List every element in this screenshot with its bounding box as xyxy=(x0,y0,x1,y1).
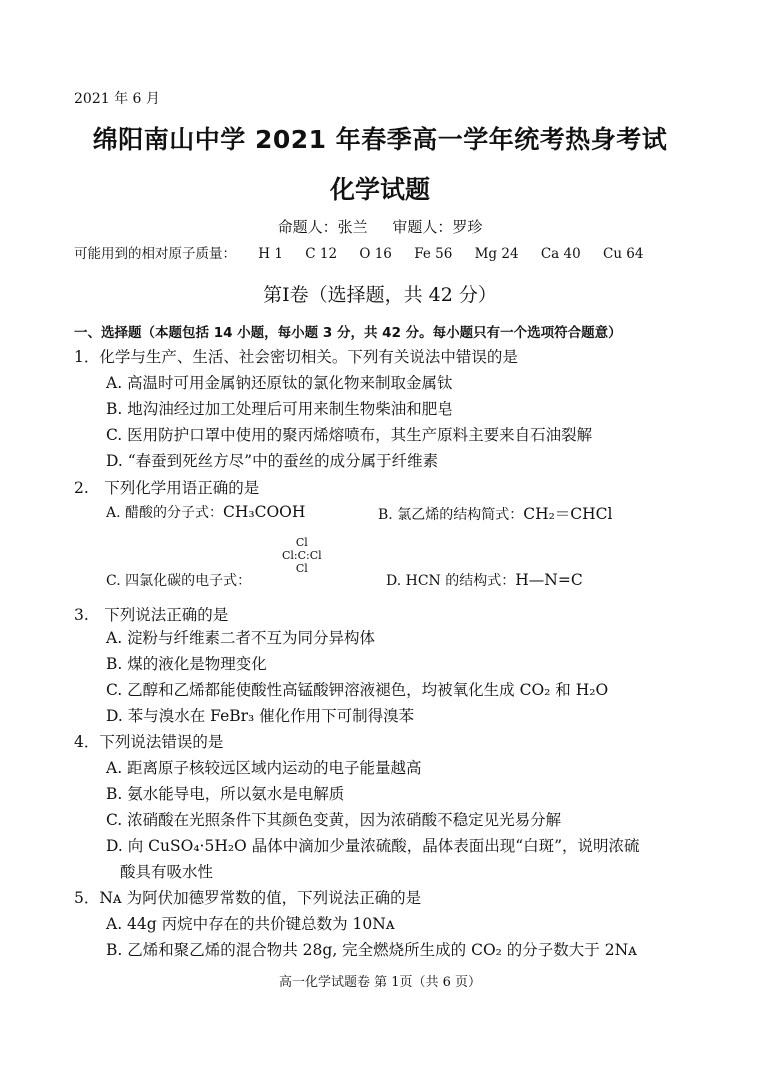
atomic-mass: Cu 64 xyxy=(602,246,644,262)
question-3-option-c: C. 乙醇和乙烯都能使酸性高锰酸钾溶液褪色，均被氧化生成 CO₂ 和 H₂O xyxy=(106,681,609,699)
question-reviewer: 审题人：罗珍 xyxy=(392,218,483,236)
atomic-mass: Ca 40 xyxy=(540,246,581,262)
option-label: B. 氯乙烯的结构简式： xyxy=(378,507,524,523)
atomic-mass: Mg 24 xyxy=(474,246,519,262)
question-4-option-d-continued: 酸具有吸水性 xyxy=(120,863,214,881)
question-3-option-d: D. 苯与溴水在 FeBr₃ 催化作用下可制得溴苯 xyxy=(106,707,415,725)
option-label: C. 四氯化碳的电子式： xyxy=(106,573,252,589)
atomic-mass: H 1 xyxy=(258,246,283,262)
question-5-stem: 5．Nᴀ 为阿伏加德罗常数的值，下列说法正确的是 xyxy=(74,889,422,907)
question-1-option-c: C. 医用防护口罩中使用的聚丙烯熔喷布，其生产原料主要来自石油裂解 xyxy=(106,426,593,444)
exam-date: 2021 年 6 月 xyxy=(74,91,160,107)
exam-subject: 化学试题 xyxy=(329,175,430,204)
option-label: D. HCN 的结构式： xyxy=(386,573,516,589)
atomic-masses-label: 可能用到的相对原子质量： xyxy=(74,246,236,262)
question-3-stem: 3. 下列说法正确的是 xyxy=(74,606,229,624)
question-2-option-a xyxy=(106,502,305,522)
chemical-formula: H—N=C xyxy=(515,571,583,589)
question-3-option-b: B. 煤的液化是物理变化 xyxy=(106,655,267,673)
question-4-stem: 4．下列说法错误的是 xyxy=(74,733,224,751)
ccl4-electron-formula xyxy=(282,536,322,575)
chemical-formula: CH₂＝CHCl xyxy=(523,505,613,523)
question-2-option-b xyxy=(378,502,613,524)
question-2-option-d xyxy=(386,570,583,590)
question-1-option-b: B. 地沟油经过加工处理后可用来制生物柴油和肥皂 xyxy=(106,400,453,418)
question-5-option-a: A. 44g 丙烷中存在的共价键总数为 10Nᴀ xyxy=(106,915,395,933)
authors-line xyxy=(0,216,760,237)
part-title: 一、选择题（本题包括 14 小题，每小题 3 分，共 42 分。每小题只有一个选项符合题意） xyxy=(74,325,622,341)
question-1-stem: 1．化学与生产、生活、社会密切相关。下列有关说法中错误的是 xyxy=(74,348,518,366)
atomic-masses-line xyxy=(74,242,643,262)
electron-formula-bottom: Cl xyxy=(295,562,308,575)
question-4-option-c: C. 浓硝酸在光照条件下其颜色变黄，因为浓硝酸不稳定见光易分解 xyxy=(106,811,562,829)
question-2-option-c xyxy=(106,570,251,590)
atomic-mass: O 16 xyxy=(359,246,392,262)
question-1-option-d: D. “春蚕到死丝方尽”中的蚕丝的成分属于纤维素 xyxy=(106,452,439,470)
question-3-option-a: A. 淀粉与纤维素二者不互为同分异构体 xyxy=(106,629,376,647)
question-2-stem: 2. 下列化学用语正确的是 xyxy=(74,479,260,497)
question-4-option-b: B. 氨水能导电，所以氨水是电解质 xyxy=(106,785,345,803)
question-5-option-b: B. 乙烯和聚乙烯的混合物共 28g, 完全燃烧所生成的 CO₂ 的分子数大于 2Nᴀ xyxy=(106,941,637,959)
question-setter: 命题人：张兰 xyxy=(277,218,368,236)
section-heading: 第Ⅰ卷（选择题，共 42 分） xyxy=(263,284,497,306)
page-footer: 高一化学试题卷 第 1页（共 6 页） xyxy=(278,975,482,990)
electron-formula-middle: Cl:C:Cl xyxy=(282,549,322,562)
exam-title: 绵阳南山中学 2021 年春季高一学年统考热身考试 xyxy=(92,125,668,154)
chemical-formula: CH₃COOH xyxy=(223,503,306,521)
atomic-mass: Fe 56 xyxy=(414,246,453,262)
atomic-mass: C 12 xyxy=(305,246,338,262)
question-1-option-a: A. 高温时可用金属钠还原钛的氯化物来制取金属钛 xyxy=(106,374,453,392)
electron-formula-top: Cl xyxy=(295,536,308,549)
option-label: A. 醋酸的分子式： xyxy=(106,505,224,521)
question-4-option-d: D. 向 CuSO₄·5H₂O 晶体中滴加少量浓硫酸，晶体表面出现“白斑”，说明浓硫 xyxy=(106,837,640,855)
question-4-option-a: A. 距离原子核较远区域内运动的电子能量越高 xyxy=(106,759,422,777)
